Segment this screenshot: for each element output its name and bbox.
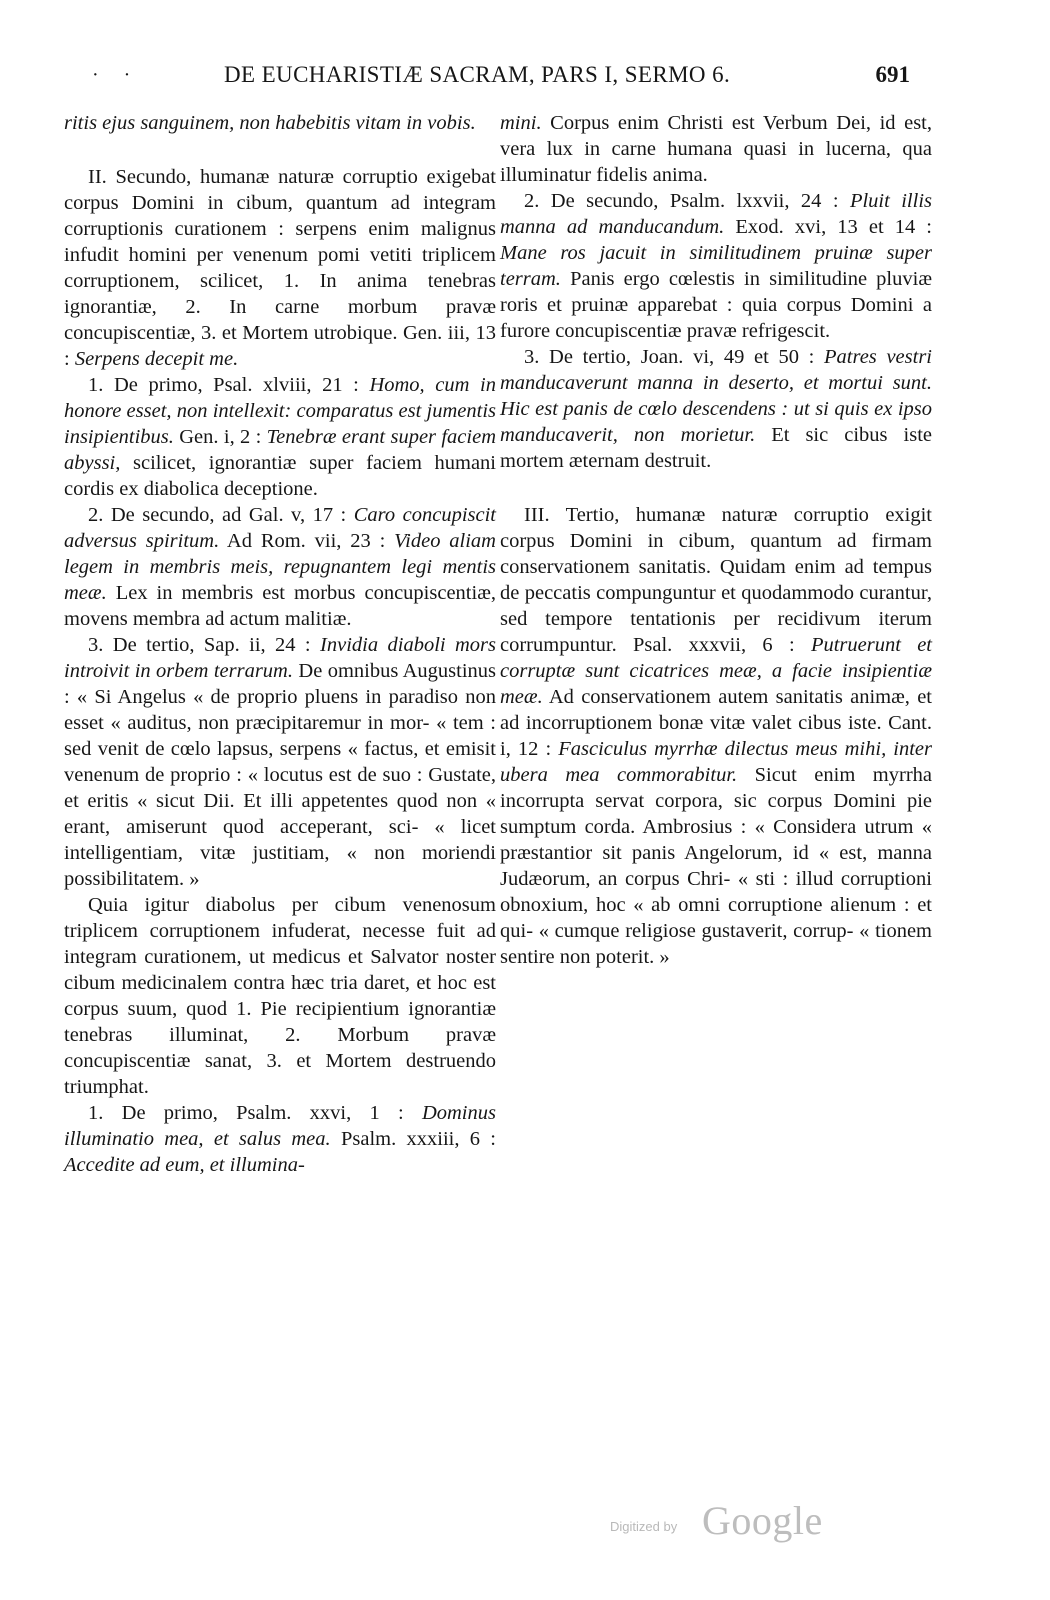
page-number: 691	[875, 62, 910, 87]
running-header	[92, 62, 910, 96]
paragraph	[500, 502, 932, 970]
paragraph	[64, 892, 496, 1100]
body-text: Et sic cibus iste mortem æternam destruit.	[500, 424, 932, 472]
body-text: III. Tertio, humanæ naturæ corruptio exigit corpus Domini in cibum, quantum ad firmam conservationem sanitatis. Quidam enim ad tempus de peccatis compunguntur et quodammodo curantur, sed tempore tentationis per recidivum iterum corrumpuntur. Psal. xxxvii, 6 :	[500, 504, 932, 656]
running-title: DE EUCHARISTIÆ SACRAM, PARS I, SERMO 6.	[224, 62, 731, 87]
digitized-watermark	[610, 1497, 840, 1547]
italic-text: Video aliam legem in membris meis, repugnantem legi mentis meæ.	[64, 530, 496, 604]
body-text: Lex in membris est morbus concupiscentiæ, movens membra ad actum malitiæ.	[64, 582, 496, 630]
body-text: Sicut enim myrrha incorrupta servat corpora, sic corpus Domini pie sumptum corda. Ambrosius : « Considera utrum « præstantior sit panis Angelorum, id « est, manna Judæorum, an corpus Chri- « sti : illud corruptioni obnoxium, hoc « ab omni corruptione alienum : et qui- « cumque religiose gustaverit, corrup- « tionem sentire non poterit. »	[500, 764, 932, 968]
italic-text: Homo, cum in honore esset, non intellexit: comparatus est jumentis insipientibus.	[64, 374, 496, 448]
body-text: Quia igitur diabolus per cibum venenosum triplicem corruptionem infuderat, necesse fuit ad integram curationem, ut medicus et Salvator noster cibum medicinalem contra hæc tria daret, et hoc est corpus suum, quod 1. Pie recipientium ignorantiæ tenebras illuminat, 2. Morbum pravæ concupiscentiæ sanat, 3. et Mortem destruendo triumphat.	[64, 894, 496, 1098]
paragraph	[500, 188, 932, 344]
body-text: Exod. xvi, 13 et 14 :	[724, 216, 933, 238]
body-text: Gen. i, 2 :	[173, 426, 267, 448]
paragraph	[500, 110, 932, 188]
body-text: 1. De primo, Psal. xlviii, 21 :	[88, 374, 370, 396]
italic-text: Patres vestri manducaverunt manna in deserto, et mortui sunt. Hic est panis de cœlo descendens : ut si quis ex ipso manducaverit, non morietur.	[500, 346, 932, 446]
paragraph	[64, 502, 496, 632]
italic-text: Pluit illis manna ad manducandum.	[500, 190, 932, 238]
body-text: 1. De primo, Psalm. xxvi, 1 :	[88, 1102, 422, 1124]
body-text: Corpus enim Christi est Verbum Dei, id est, vera lux in carne humana quasi in lucerna, qua illuminatur fidelis anima.	[500, 112, 932, 186]
italic-text: Caro concupiscit adversus spiritum.	[64, 504, 496, 552]
italic-text: Mane ros jacuit in similitudinem pruinæ super terram.	[500, 242, 932, 290]
italic-text: Serpens decepit me.	[74, 348, 239, 370]
body-text: Ad Rom. vii, 23 :	[219, 530, 395, 552]
google-logo: Google	[702, 1498, 823, 1543]
body-text: Ad conservationem autem sanitatis animæ, et ad incorruptionem bonæ vitæ valet cibus iste. Cant. i, 12 :	[500, 686, 932, 760]
left-column	[64, 110, 496, 1178]
italic-text: ritis ejus sanguinem, non habebitis vitam in vobis.	[64, 112, 476, 134]
body-text: Panis ergo cœlestis in similitudine pluviæ roris et pruinæ apparebat : quia corpus Domini a furore concupiscentiæ pravæ refrigescit.	[500, 268, 932, 342]
body-text: scilicet, ignorantiæ super faciem humani cordis ex diabolica deceptione.	[64, 452, 496, 500]
italic-text: Tenebræ erant super faciem abyssi,	[64, 426, 497, 474]
italic-text: Invidia diaboli mors introivit in orbem terrarum.	[64, 634, 496, 682]
body-text: 3. De tertio, Joan. vi, 49 et 50 :	[524, 346, 825, 368]
body-text: Psalm. xxxiii, 6 :	[330, 1128, 497, 1150]
paragraph	[64, 632, 496, 892]
body-text: II. Secundo, humanæ naturæ corruptio exigebat corpus Domini in cibum, quantum ad integram corruptionis curationem : serpens enim malignus infudit homini per venenum pomi vetiti triplicem corruptionem, scilicet, 1. In anima tenebras ignorantiæ, 2. In carne morbum pravæ concupiscentiæ, 3. et Mortem utrobique. Gen. iii, 13 :	[64, 166, 496, 370]
header-mark: · ·	[92, 64, 141, 86]
italic-text: Dominus illuminatio mea, et salus mea.	[64, 1102, 496, 1150]
body-text: 2. De secundo, ad Gal. v, 17 :	[88, 504, 354, 526]
digitized-label: Digitized by	[610, 1519, 678, 1534]
body-text: 2. De secundo, Psalm. lxxvii, 24 :	[524, 190, 850, 212]
italic-text: Accedite ad eum, et illumina-	[64, 1154, 305, 1176]
italic-text: Putruerunt et corruptæ sunt cicatrices meæ, a facie insipientiæ meæ.	[500, 634, 932, 708]
paragraph	[500, 344, 932, 474]
paragraph	[64, 164, 496, 372]
body-text: De omnibus Augustinus : « Si Angelus « de proprio pluens in paradiso non esset « auditus, non præcipitaremur in mor- « tem : sed venit de cœlo lapsus, serpens « factus, et emisit venenum de proprio : « locutus est de suo : Gustate, et eritis « sicut Dii. Et illi appetentes quod non « erant, amiserunt quod acceperant, sci- « licet intelligentiam, vitæ justitiam, « non moriendi possibilitatem. »	[64, 660, 497, 890]
paragraph	[64, 110, 496, 136]
paragraph	[64, 1100, 496, 1178]
italic-text: Fasciculus myrrhæ dilectus meus mihi, inter ubera mea commorabitur.	[500, 738, 932, 786]
italic-text: mini.	[500, 112, 542, 134]
right-column	[500, 110, 932, 970]
paragraph	[64, 372, 496, 502]
body-text: 3. De tertio, Sap. ii, 24 :	[88, 634, 321, 656]
